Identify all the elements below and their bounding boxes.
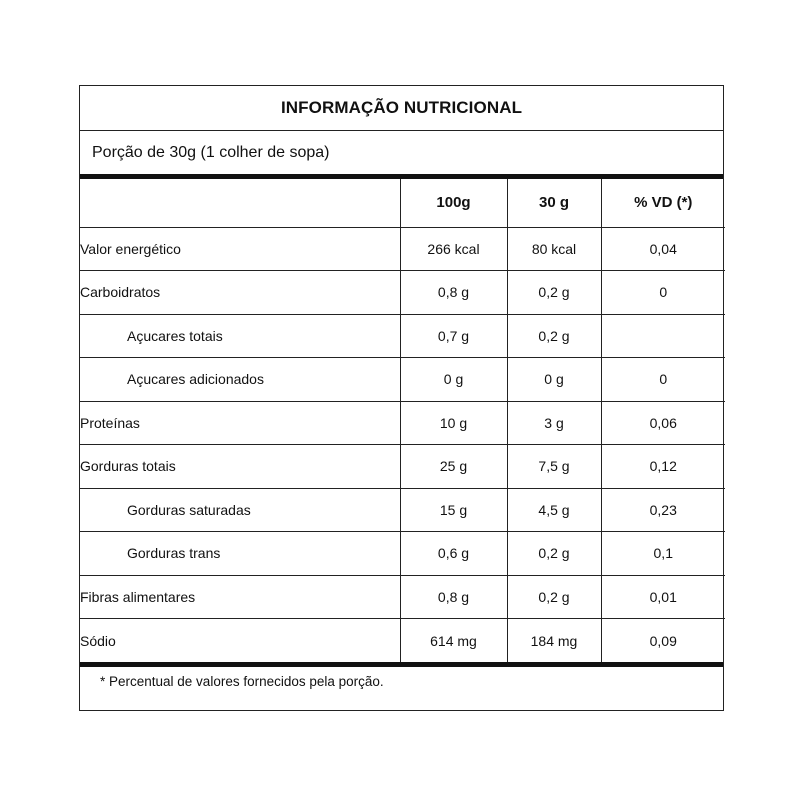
- value-per-100g: 15 g: [400, 488, 507, 532]
- value-per-100g: 0,6 g: [400, 532, 507, 576]
- daily-value: 0,1: [601, 532, 725, 576]
- header-nutrient: [80, 179, 400, 227]
- value-per-30g: 0,2 g: [507, 271, 601, 315]
- table-row: [80, 401, 725, 445]
- table-row: [80, 619, 725, 663]
- table-row: [80, 532, 725, 576]
- nutrient-name: Açucares adicionados: [80, 358, 400, 402]
- value-per-30g: 0,2 g: [507, 314, 601, 358]
- header-per-100g: 100g: [400, 179, 507, 227]
- table-row: [80, 358, 725, 402]
- nutrient-name: Açucares totais: [80, 314, 400, 358]
- table-row: [80, 227, 725, 271]
- header-daily-value: % VD (*): [601, 179, 725, 227]
- table-row: [80, 271, 725, 315]
- nutrition-table: [80, 179, 725, 662]
- value-per-30g: 0 g: [507, 358, 601, 402]
- nutrient-name: Carboidratos: [80, 271, 400, 315]
- value-per-100g: 0,8 g: [400, 575, 507, 619]
- value-per-100g: 614 mg: [400, 619, 507, 663]
- value-per-100g: 0 g: [400, 358, 507, 402]
- daily-value: 0,09: [601, 619, 725, 663]
- daily-value: 0: [601, 358, 725, 402]
- value-per-30g: 3 g: [507, 401, 601, 445]
- table-header-row: [80, 179, 725, 227]
- value-per-30g: 0,2 g: [507, 575, 601, 619]
- value-per-100g: 0,8 g: [400, 271, 507, 315]
- nutrient-name: Gorduras totais: [80, 445, 400, 489]
- daily-value: 0,23: [601, 488, 725, 532]
- value-per-100g: 0,7 g: [400, 314, 507, 358]
- table-row: [80, 445, 725, 489]
- header-per-30g: 30 g: [507, 179, 601, 227]
- footnote: * Percentual de valores fornecidos pela porção.: [80, 662, 723, 696]
- nutrition-title: INFORMAÇÃO NUTRICIONAL: [80, 86, 723, 131]
- nutrient-name: Proteínas: [80, 401, 400, 445]
- nutrition-facts-panel: [79, 85, 724, 711]
- nutrient-name: Gorduras saturadas: [80, 488, 400, 532]
- value-per-100g: 266 kcal: [400, 227, 507, 271]
- nutrient-name: Fibras alimentares: [80, 575, 400, 619]
- daily-value: 0: [601, 271, 725, 315]
- daily-value: 0,12: [601, 445, 725, 489]
- nutrient-name: Gorduras trans: [80, 532, 400, 576]
- nutrient-name: Sódio: [80, 619, 400, 663]
- table-row: [80, 488, 725, 532]
- value-per-30g: 184 mg: [507, 619, 601, 663]
- daily-value: 0,04: [601, 227, 725, 271]
- daily-value: 0,01: [601, 575, 725, 619]
- table-row: [80, 314, 725, 358]
- value-per-30g: 80 kcal: [507, 227, 601, 271]
- value-per-30g: 7,5 g: [507, 445, 601, 489]
- value-per-100g: 10 g: [400, 401, 507, 445]
- value-per-100g: 25 g: [400, 445, 507, 489]
- value-per-30g: 4,5 g: [507, 488, 601, 532]
- daily-value: [601, 314, 725, 358]
- nutrient-name: Valor energético: [80, 227, 400, 271]
- portion-size: Porção de 30g (1 colher de sopa): [80, 131, 723, 179]
- daily-value: 0,06: [601, 401, 725, 445]
- table-row: [80, 575, 725, 619]
- value-per-30g: 0,2 g: [507, 532, 601, 576]
